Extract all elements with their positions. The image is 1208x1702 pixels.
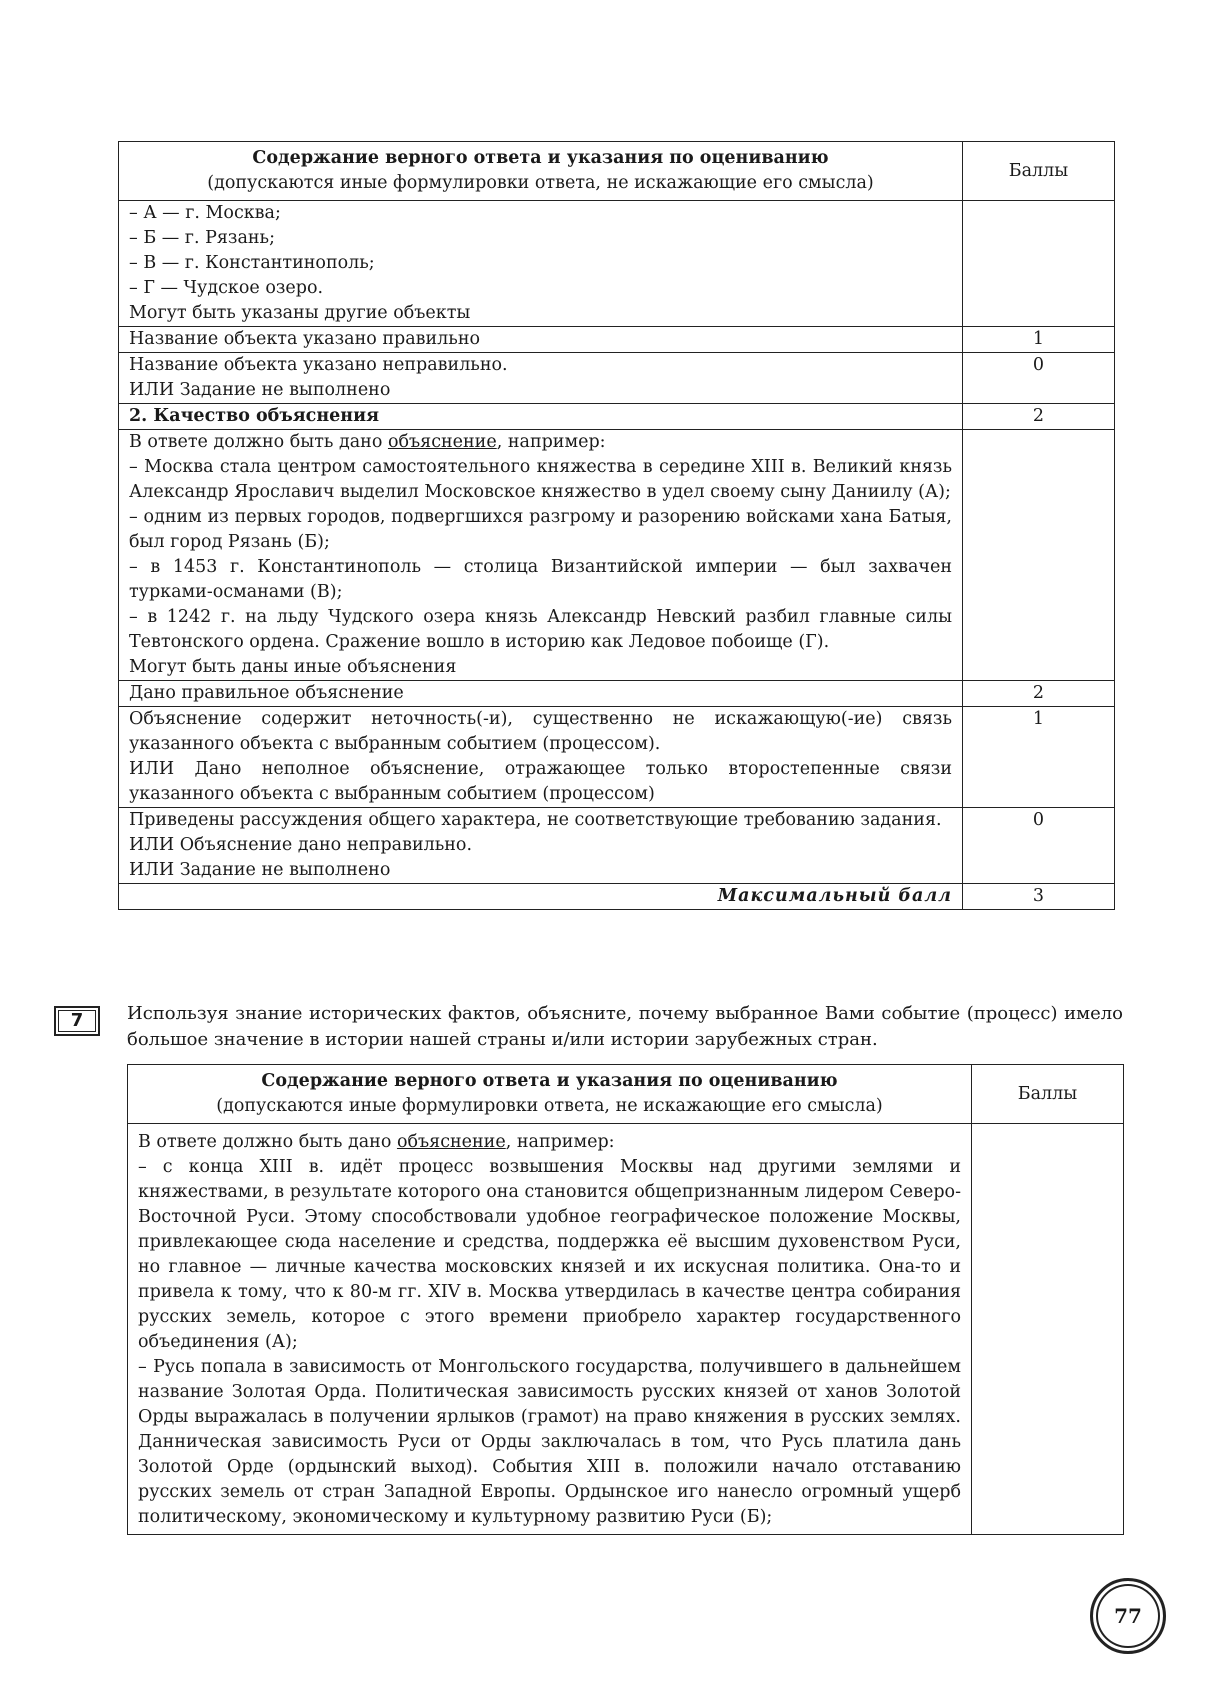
content-header-note: (допускаются иные формулировки ответа, не искажающие его смысла) bbox=[207, 173, 874, 193]
intro-text: В ответе должно быть дано bbox=[129, 432, 388, 452]
criterion-row bbox=[119, 707, 1115, 808]
max-score-row bbox=[119, 884, 1115, 910]
criterion-points: 2 bbox=[963, 681, 1115, 707]
criterion-heading-row bbox=[119, 404, 1115, 430]
answer-line: – Г — Чудское озеро. bbox=[129, 278, 324, 298]
intro-text-end: , например: bbox=[505, 1132, 615, 1152]
criterion-heading: 2. Качество объяснения bbox=[119, 404, 963, 430]
table-header-row bbox=[128, 1065, 1124, 1124]
explanation-intro bbox=[138, 1130, 961, 1155]
answer-objects-row bbox=[119, 201, 1115, 327]
intro-text: В ответе должно быть дано bbox=[138, 1132, 397, 1152]
explanation-cell bbox=[128, 1124, 972, 1535]
criterion-points: 1 bbox=[963, 327, 1115, 353]
intro-underlined: объяснение bbox=[387, 432, 497, 452]
criterion-points: 0 bbox=[963, 808, 1115, 884]
task-number-badge: 7 bbox=[54, 1006, 100, 1036]
criterion-line: Приведены рассуждения общего характера, не соответствующие требованию задания. bbox=[129, 810, 942, 830]
empty-points-cell bbox=[972, 1124, 1124, 1535]
criterion-heading-points: 2 bbox=[963, 404, 1115, 430]
criterion-text-cell bbox=[119, 808, 963, 884]
content-header-title: Содержание верного ответа и указания по оцениванию bbox=[261, 1071, 838, 1091]
criterion-text: Название объекта указано правильно bbox=[119, 327, 963, 353]
table-header-row bbox=[119, 142, 1115, 201]
task-statement: Используя знание исторических фактов, объясните, почему выбранное Вами событие (процесс) имело большое значение в истории нашей страны и/или истории зарубежных стран. bbox=[127, 1003, 1123, 1050]
criterion-points: 1 bbox=[963, 707, 1115, 808]
criterion-line: ИЛИ Дано неполное объяснение, отражающее только второстепенные связи указанного объекта с выбранным событием (процессом) bbox=[129, 759, 952, 804]
explanation-row bbox=[128, 1124, 1124, 1535]
explanation-intro bbox=[129, 430, 952, 455]
answer-line: Могут быть указаны другие объекты bbox=[129, 303, 471, 323]
criterion-row bbox=[119, 353, 1115, 404]
explanation-item: – Русь попала в зависимость от Монгольского государства, получившего в дальнейшем название Золотая Орда. Политическая зависимость русских князей от ханов Золотой Орды выражалась в получении ярлыков (грамот) на право княжения в русских землях. Данническая зависимость Руси от Орды заключалась в том, что Русь платила дань Золотой Орде (ордынский выход). События XIII в. положили начало отставанию русских земель от стран Западной Европы. Ордынское иго нанесло огромный ущерб политическому, экономическому и культурному развитию Руси (Б); bbox=[138, 1357, 961, 1527]
criterion-text: Дано правильное объяснение bbox=[119, 681, 963, 707]
criterion-text-cell bbox=[119, 353, 963, 404]
explanation-item: – с конца XIII в. идёт процесс возвышения Москвы над другими землями и княжествами, в результате которого она становится общепризнанным лидером Северо-Восточной Руси. Этому способствовали удобное географическое положение Москвы, привлекающее сюда население и средства, поддержка её высшим духовенством Руси, но главное — личные качества московских князей и их искусная политика. Она-то и привела к тому, что к 80-м гг. XIV в. Москва утвердилась в качестве центра собирания русских земель, которое с этого времени приобрело характер государственного объединения (А); bbox=[138, 1157, 961, 1352]
grading-table-task7 bbox=[127, 1064, 1124, 1535]
answer-objects-cell bbox=[119, 201, 963, 327]
max-score-label: Максимальный балл bbox=[119, 884, 963, 910]
criterion-line: ИЛИ Объяснение дано неправильно. bbox=[129, 835, 473, 855]
grading-table-task6 bbox=[118, 141, 1115, 910]
empty-points-cell bbox=[963, 201, 1115, 327]
content-header-title: Содержание верного ответа и указания по оцениванию bbox=[252, 148, 829, 168]
criterion-row bbox=[119, 681, 1115, 707]
criterion-row bbox=[119, 808, 1115, 884]
content-header bbox=[119, 142, 963, 201]
explanation-item: – в 1453 г. Константинополь — столица Византийской империи — был захвачен турками-османами (В); bbox=[129, 557, 952, 602]
criterion-row bbox=[119, 327, 1115, 353]
answer-line: – В — г. Константинополь; bbox=[129, 253, 375, 273]
content-header bbox=[128, 1065, 972, 1124]
answer-line: – А — г. Москва; bbox=[129, 203, 281, 223]
explanation-item: – Москва стала центром самостоятельного княжества в середине XIII в. Великий князь Александр Ярославич выделил Московское княжество в удел своему сыну Даниилу (А); bbox=[129, 457, 952, 502]
criterion-text-cell bbox=[119, 707, 963, 808]
empty-points-cell bbox=[963, 430, 1115, 681]
points-header: Баллы bbox=[963, 142, 1115, 201]
explanation-cell bbox=[119, 430, 963, 681]
explanation-row bbox=[119, 430, 1115, 681]
criterion-line: ИЛИ Задание не выполнено bbox=[129, 380, 391, 400]
answer-line: – Б — г. Рязань; bbox=[129, 228, 275, 248]
explanation-item: Могут быть даны иные объяснения bbox=[129, 657, 457, 677]
intro-text-end: , например: bbox=[496, 432, 606, 452]
page-number: 77 bbox=[1090, 1578, 1166, 1654]
content-header-note: (допускаются иные формулировки ответа, не искажающие его смысла) bbox=[216, 1096, 883, 1116]
criterion-line: Название объекта указано неправильно. bbox=[129, 355, 508, 375]
intro-underlined: объяснение bbox=[396, 1132, 506, 1152]
max-score-value: 3 bbox=[963, 884, 1115, 910]
explanation-item: – в 1242 г. на льду Чудского озера князь Александр Невский разбил главные силы Тевтонского ордена. Сражение вошло в историю как Ледовое побоище (Г). bbox=[129, 607, 952, 652]
points-header: Баллы bbox=[972, 1065, 1124, 1124]
criterion-line: Объяснение содержит неточность(-и), существенно не искажающую(-ие) связь указанного объекта с выбранным событием (процессом). bbox=[129, 709, 952, 754]
explanation-item: – одним из первых городов, подвергшихся разгрому и разорению войсками хана Батыя, был город Рязань (Б); bbox=[129, 507, 952, 552]
criterion-points: 0 bbox=[963, 353, 1115, 404]
criterion-line: ИЛИ Задание не выполнено bbox=[129, 860, 391, 880]
